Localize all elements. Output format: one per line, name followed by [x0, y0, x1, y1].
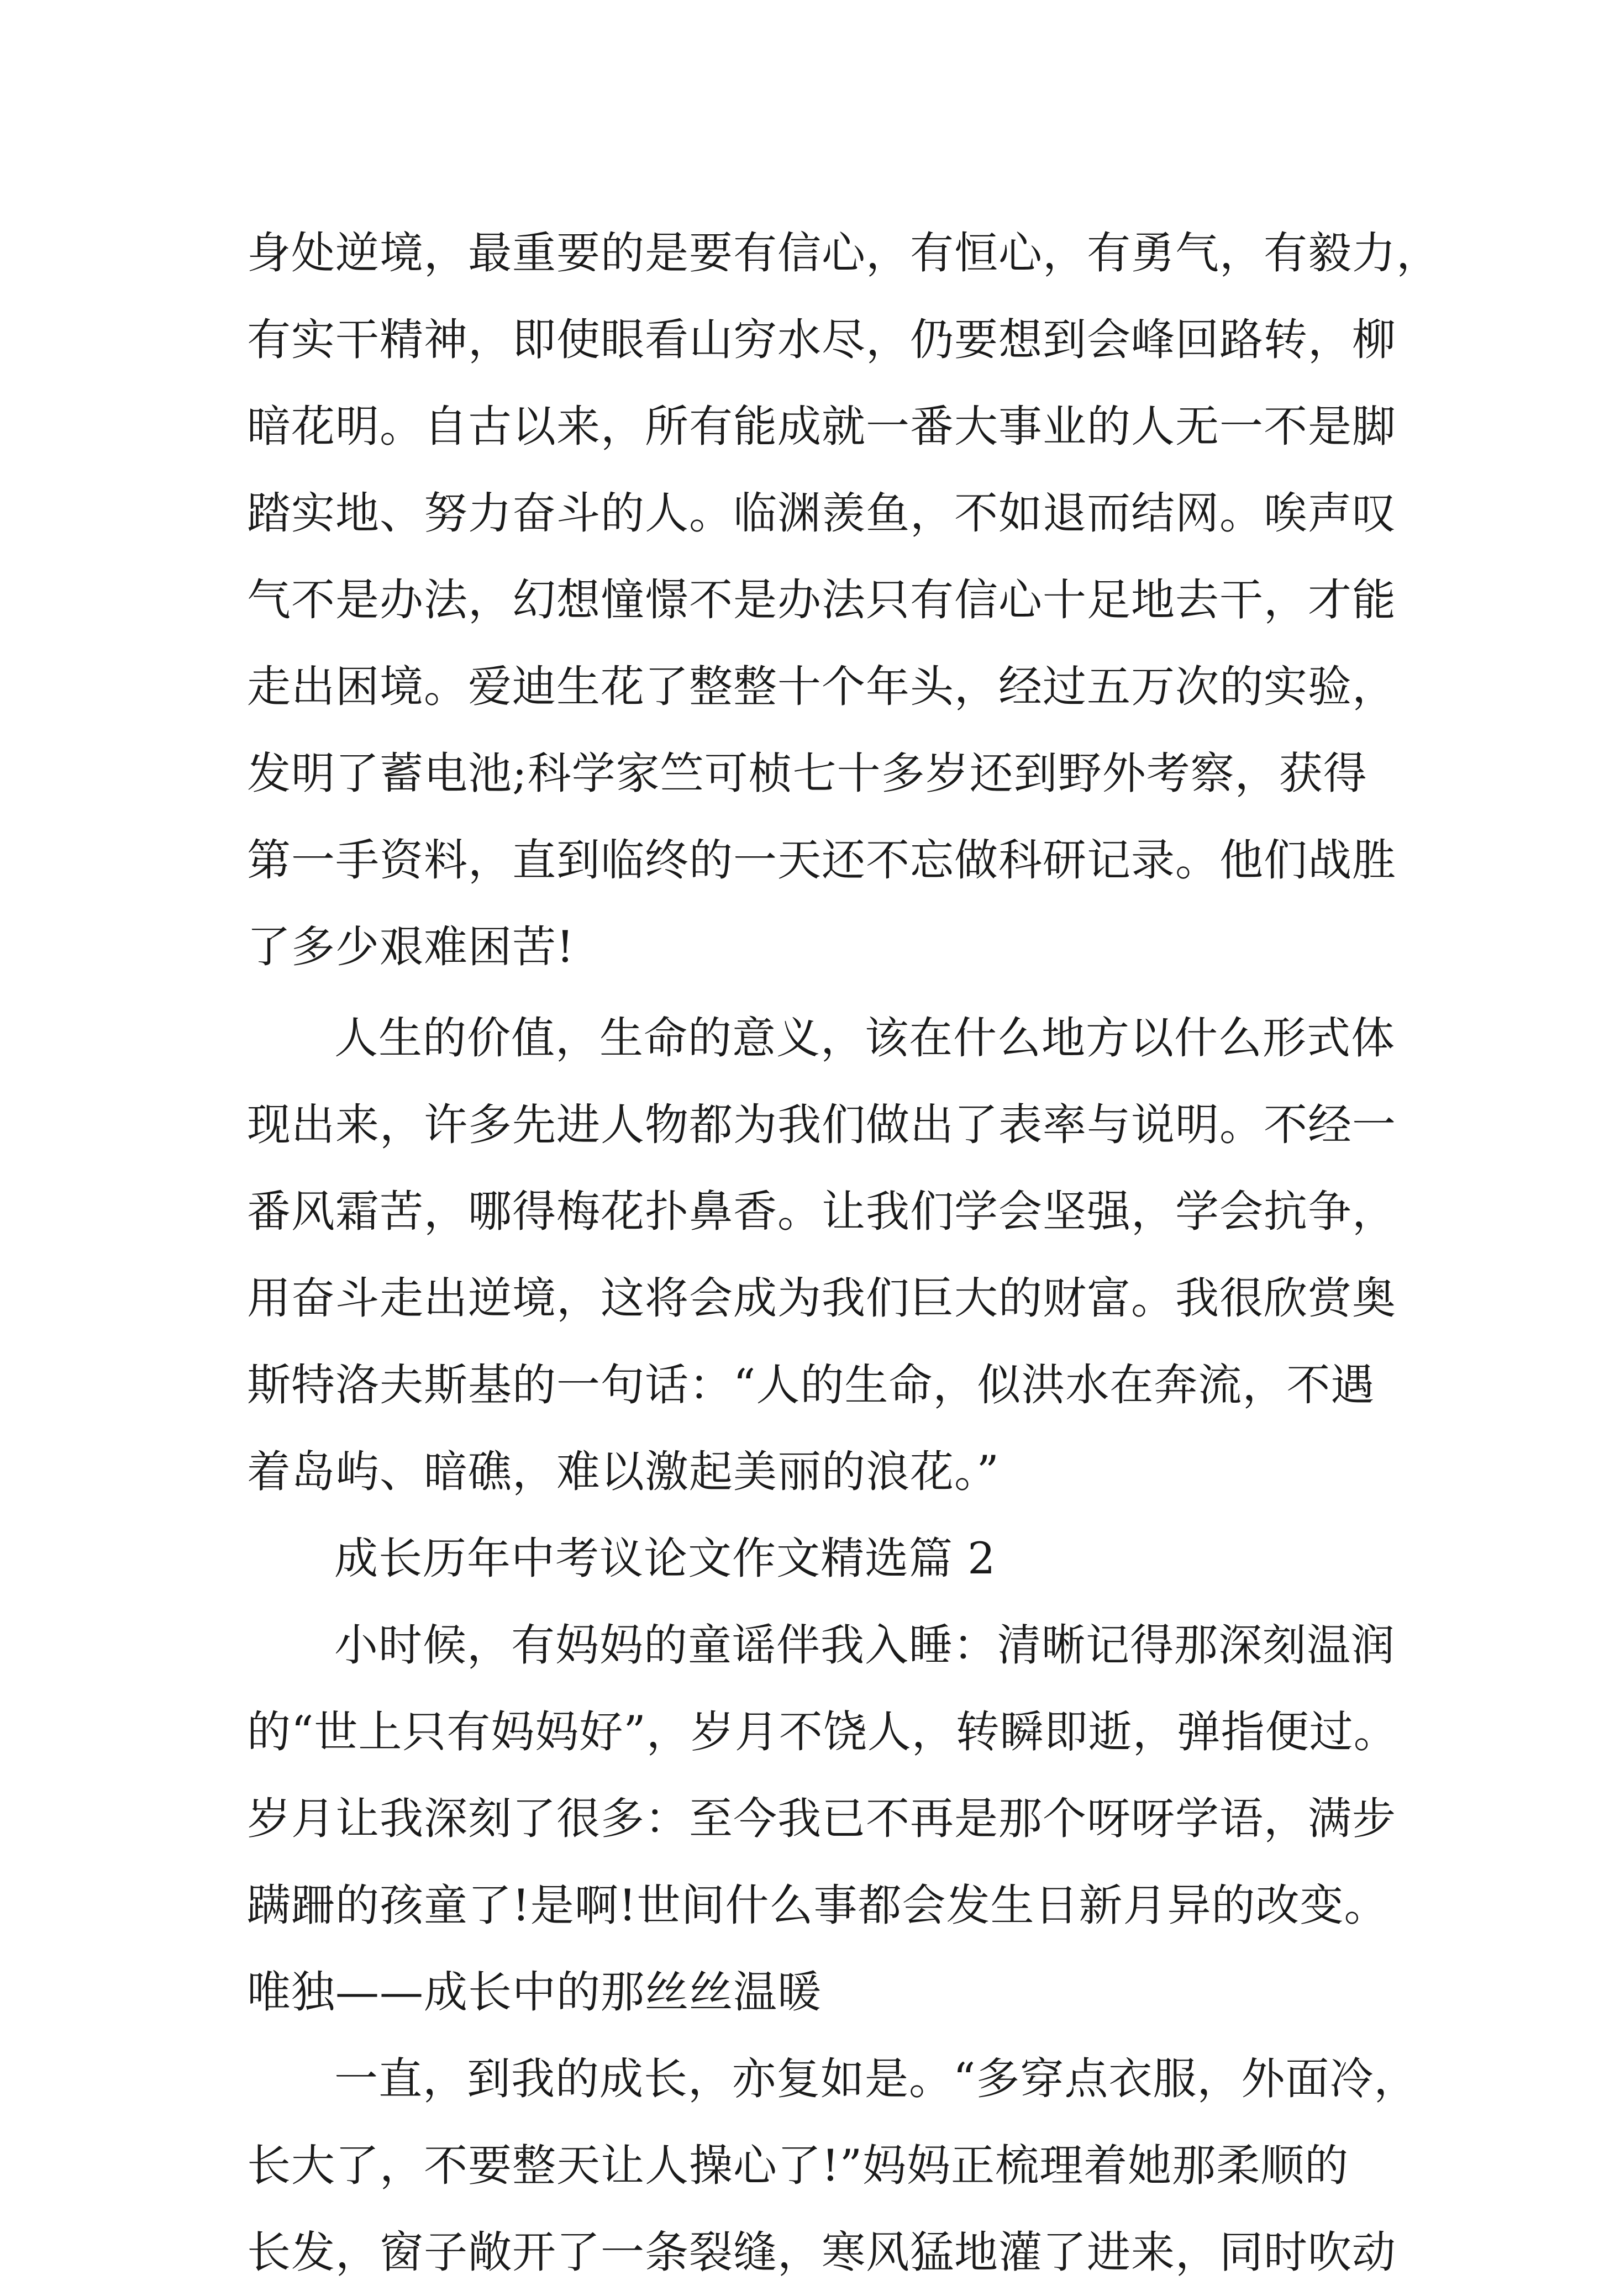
text-line: 走出困境。爱迪生花了整整十个年头，经过五万次的实验，: [247, 661, 1396, 712]
paragraph-start-line: 一直，到我的成长，亦复如是。“多穿点衣服，外面冷，: [334, 2053, 1418, 2104]
text-line: 发明了蓄电池;科学家竺可桢七十多岁还到野外考察，获得: [247, 748, 1367, 799]
text-line: 有实干精神，即使眼看山穷水尽，仍要想到会峰回路转，柳: [247, 314, 1396, 365]
text-line: 暗花明。自古以来，所有能成就一番大事业的人无一不是脚: [247, 401, 1396, 452]
text-line: 用奋斗走出逆境，这将会成为我们巨大的财富。我很欣赏奥: [247, 1273, 1396, 1324]
paragraph-start-line: 小时候，有妈妈的童谣伴我入睡：清晰记得那深刻温润: [334, 1620, 1395, 1671]
text-line: 蹒跚的孩童了!是啊!世间什么事都会发生日新月异的改变。: [247, 1880, 1388, 1931]
text-line: 岁月让我深刻了很多：至今我已不再是那个呀呀学语，满步: [247, 1793, 1396, 1844]
text-line: 唯独——成长中的那丝丝温暖: [247, 1967, 822, 2018]
text-line: 了多少艰难困苦!: [247, 921, 575, 972]
document-body: [247, 210, 1440, 2296]
section-title: 成长历年中考议论文作文精选篇 2: [334, 1533, 996, 1584]
text-line: 气不是办法，幻想憧憬不是办法只有信心十足地去干，才能: [247, 575, 1396, 625]
text-line: 现出来，许多先进人物都为我们做出了表率与说明。不经一: [247, 1099, 1396, 1150]
text-line: 踏实地、努力奋斗的人。临渊羡鱼，不如退而结网。唉声叹: [247, 488, 1396, 539]
text-line: 番风霜苦，哪得梅花扑鼻香。让我们学会坚强，学会抗争，: [247, 1186, 1396, 1237]
text-line: 斯特洛夫斯基的一句话：“人的生命，似洪水在奔流，不遇: [247, 1360, 1375, 1410]
text-line: 着岛屿、暗礁，难以激起美丽的浪花。”: [247, 1446, 1000, 1497]
text-line: 长大了，不要整天让人操心了!”妈妈正梳理着她那柔顺的: [247, 2140, 1349, 2191]
text-line: 的“世上只有妈妈好”，岁月不饶人，转瞬即逝，弹指便过。: [247, 1707, 1398, 1757]
text-line: 身处逆境，最重要的是要有信心，有恒心，有勇气，有毅力，: [247, 228, 1440, 278]
text-line: 第一手资料，直到临终的一天还不忘做科研记录。他们战胜: [247, 835, 1396, 886]
paragraph-start-line: 人生的价值，生命的意义，该在什么地方以什么形式体: [334, 1013, 1395, 1063]
text-line: 长发，窗子敞开了一条裂缝，寒风猛地灌了进来，同时吹动: [247, 2227, 1396, 2278]
